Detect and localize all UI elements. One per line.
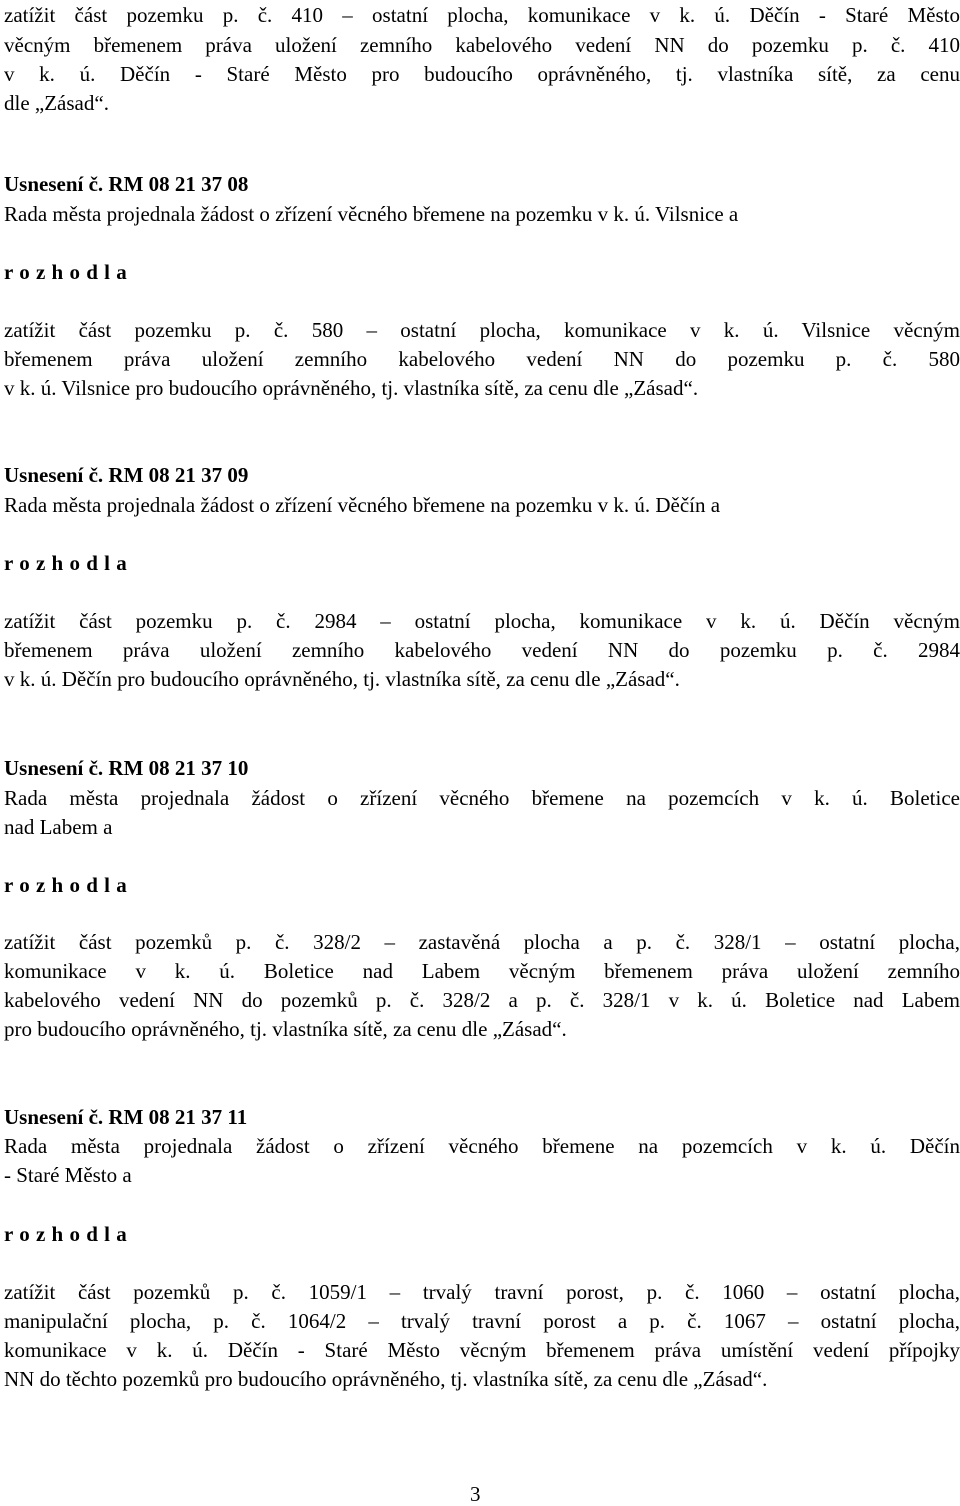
decision-label: r o z h o d l a	[4, 551, 128, 575]
resolution-heading	[4, 755, 960, 781]
resolution-heading-prefix: Usnesení č.	[4, 172, 104, 196]
resolution-body-line: manipulační plocha, p. č. 1064/2 – trvalý travní porost a p. č. 1067 – ostatní plocha,	[4, 1309, 960, 1333]
resolution-request: Rada města projednala žádost o zřízení věcného břemene na pozemku v k. ú. Vilsnice a	[4, 202, 739, 226]
resolution-heading	[4, 1104, 960, 1130]
resolution-number: RM 08 21 37 09	[108, 463, 249, 487]
page-number: 3	[470, 1482, 481, 1506]
resolution-heading	[4, 462, 960, 488]
resolution-body-line: břemenem práva uložení zemního kabelového vedení NN do pozemku p. č. 580	[4, 347, 960, 371]
decision-label: r o z h o d l a	[4, 260, 128, 284]
resolution-number: RM 08 21 37 11	[108, 1105, 248, 1129]
resolution-body-line: zatížit část pozemku p. č. 580 – ostatní plocha, komunikace v k. ú. Vilsnice věcným	[4, 318, 960, 342]
intro-line: v k. ú. Děčín - Staré Město pro budoucího oprávněného, tj. vlastníka sítě, za cenu	[4, 62, 960, 86]
resolution-heading-prefix: Usnesení č.	[4, 463, 104, 487]
resolution-body-line: komunikace v k. ú. Děčín - Staré Město věcným břemenem práva umístění vedení přípojky	[4, 1338, 960, 1362]
resolution-body-line: zatížit část pozemku p. č. 2984 – ostatní plocha, komunikace v k. ú. Děčín věcným	[4, 609, 960, 633]
intro-line: věcným břemenem práva uložení zemního kabelového vedení NN do pozemku p. č. 410	[4, 33, 960, 57]
decision-label: r o z h o d l a	[4, 1222, 128, 1246]
resolution-body-line: NN do těchto pozemků pro budoucího oprávněného, tj. vlastníka sítě, za cenu dle „Zásad“.	[4, 1367, 768, 1391]
decision-label: r o z h o d l a	[4, 873, 128, 897]
resolution-body-line: kabelového vedení NN do pozemků p. č. 328/2 a p. č. 328/1 v k. ú. Boletice nad Labem	[4, 988, 960, 1012]
resolution-heading	[4, 171, 960, 197]
intro-line: dle „Zásad“.	[4, 91, 109, 115]
resolution-body-line: břemenem práva uložení zemního kabelového vedení NN do pozemku p. č. 2984	[4, 638, 960, 662]
resolution-request: Rada města projednala žádost o zřízení věcného břemene na pozemku v k. ú. Děčín a	[4, 493, 721, 517]
resolution-body-line: zatížit část pozemků p. č. 1059/1 – trvalý travní porost, p. č. 1060 – ostatní plocha,	[4, 1280, 960, 1304]
resolution-request: Rada města projednala žádost o zřízení věcného břemene na pozemcích v k. ú. Děčín	[4, 1134, 960, 1158]
resolution-number: RM 08 21 37 10	[108, 756, 249, 780]
intro-line: zatížit část pozemku p. č. 410 – ostatní plocha, komunikace v k. ú. Děčín - Staré Město	[4, 3, 960, 27]
resolution-request: - Staré Město a	[4, 1163, 132, 1187]
resolution-number: RM 08 21 37 08	[108, 172, 249, 196]
resolution-heading-prefix: Usnesení č.	[4, 1105, 104, 1129]
resolution-body-line: zatížit část pozemků p. č. 328/2 – zastavěná plocha a p. č. 328/1 – ostatní plocha,	[4, 930, 960, 954]
resolution-request: nad Labem a	[4, 815, 113, 839]
resolution-request: Rada města projednala žádost o zřízení věcného břemene na pozemcích v k. ú. Boletice	[4, 786, 960, 810]
resolution-body-line: komunikace v k. ú. Boletice nad Labem věcným břemenem práva uložení zemního	[4, 959, 960, 983]
resolution-body-line: v k. ú. Vilsnice pro budoucího oprávněného, tj. vlastníka sítě, za cenu dle „Zásad“.	[4, 376, 699, 400]
resolution-body-line: pro budoucího oprávněného, tj. vlastníka sítě, za cenu dle „Zásad“.	[4, 1017, 567, 1041]
resolution-heading-prefix: Usnesení č.	[4, 756, 104, 780]
resolution-body-line: v k. ú. Děčín pro budoucího oprávněného, tj. vlastníka sítě, za cenu dle „Zásad“.	[4, 667, 680, 691]
